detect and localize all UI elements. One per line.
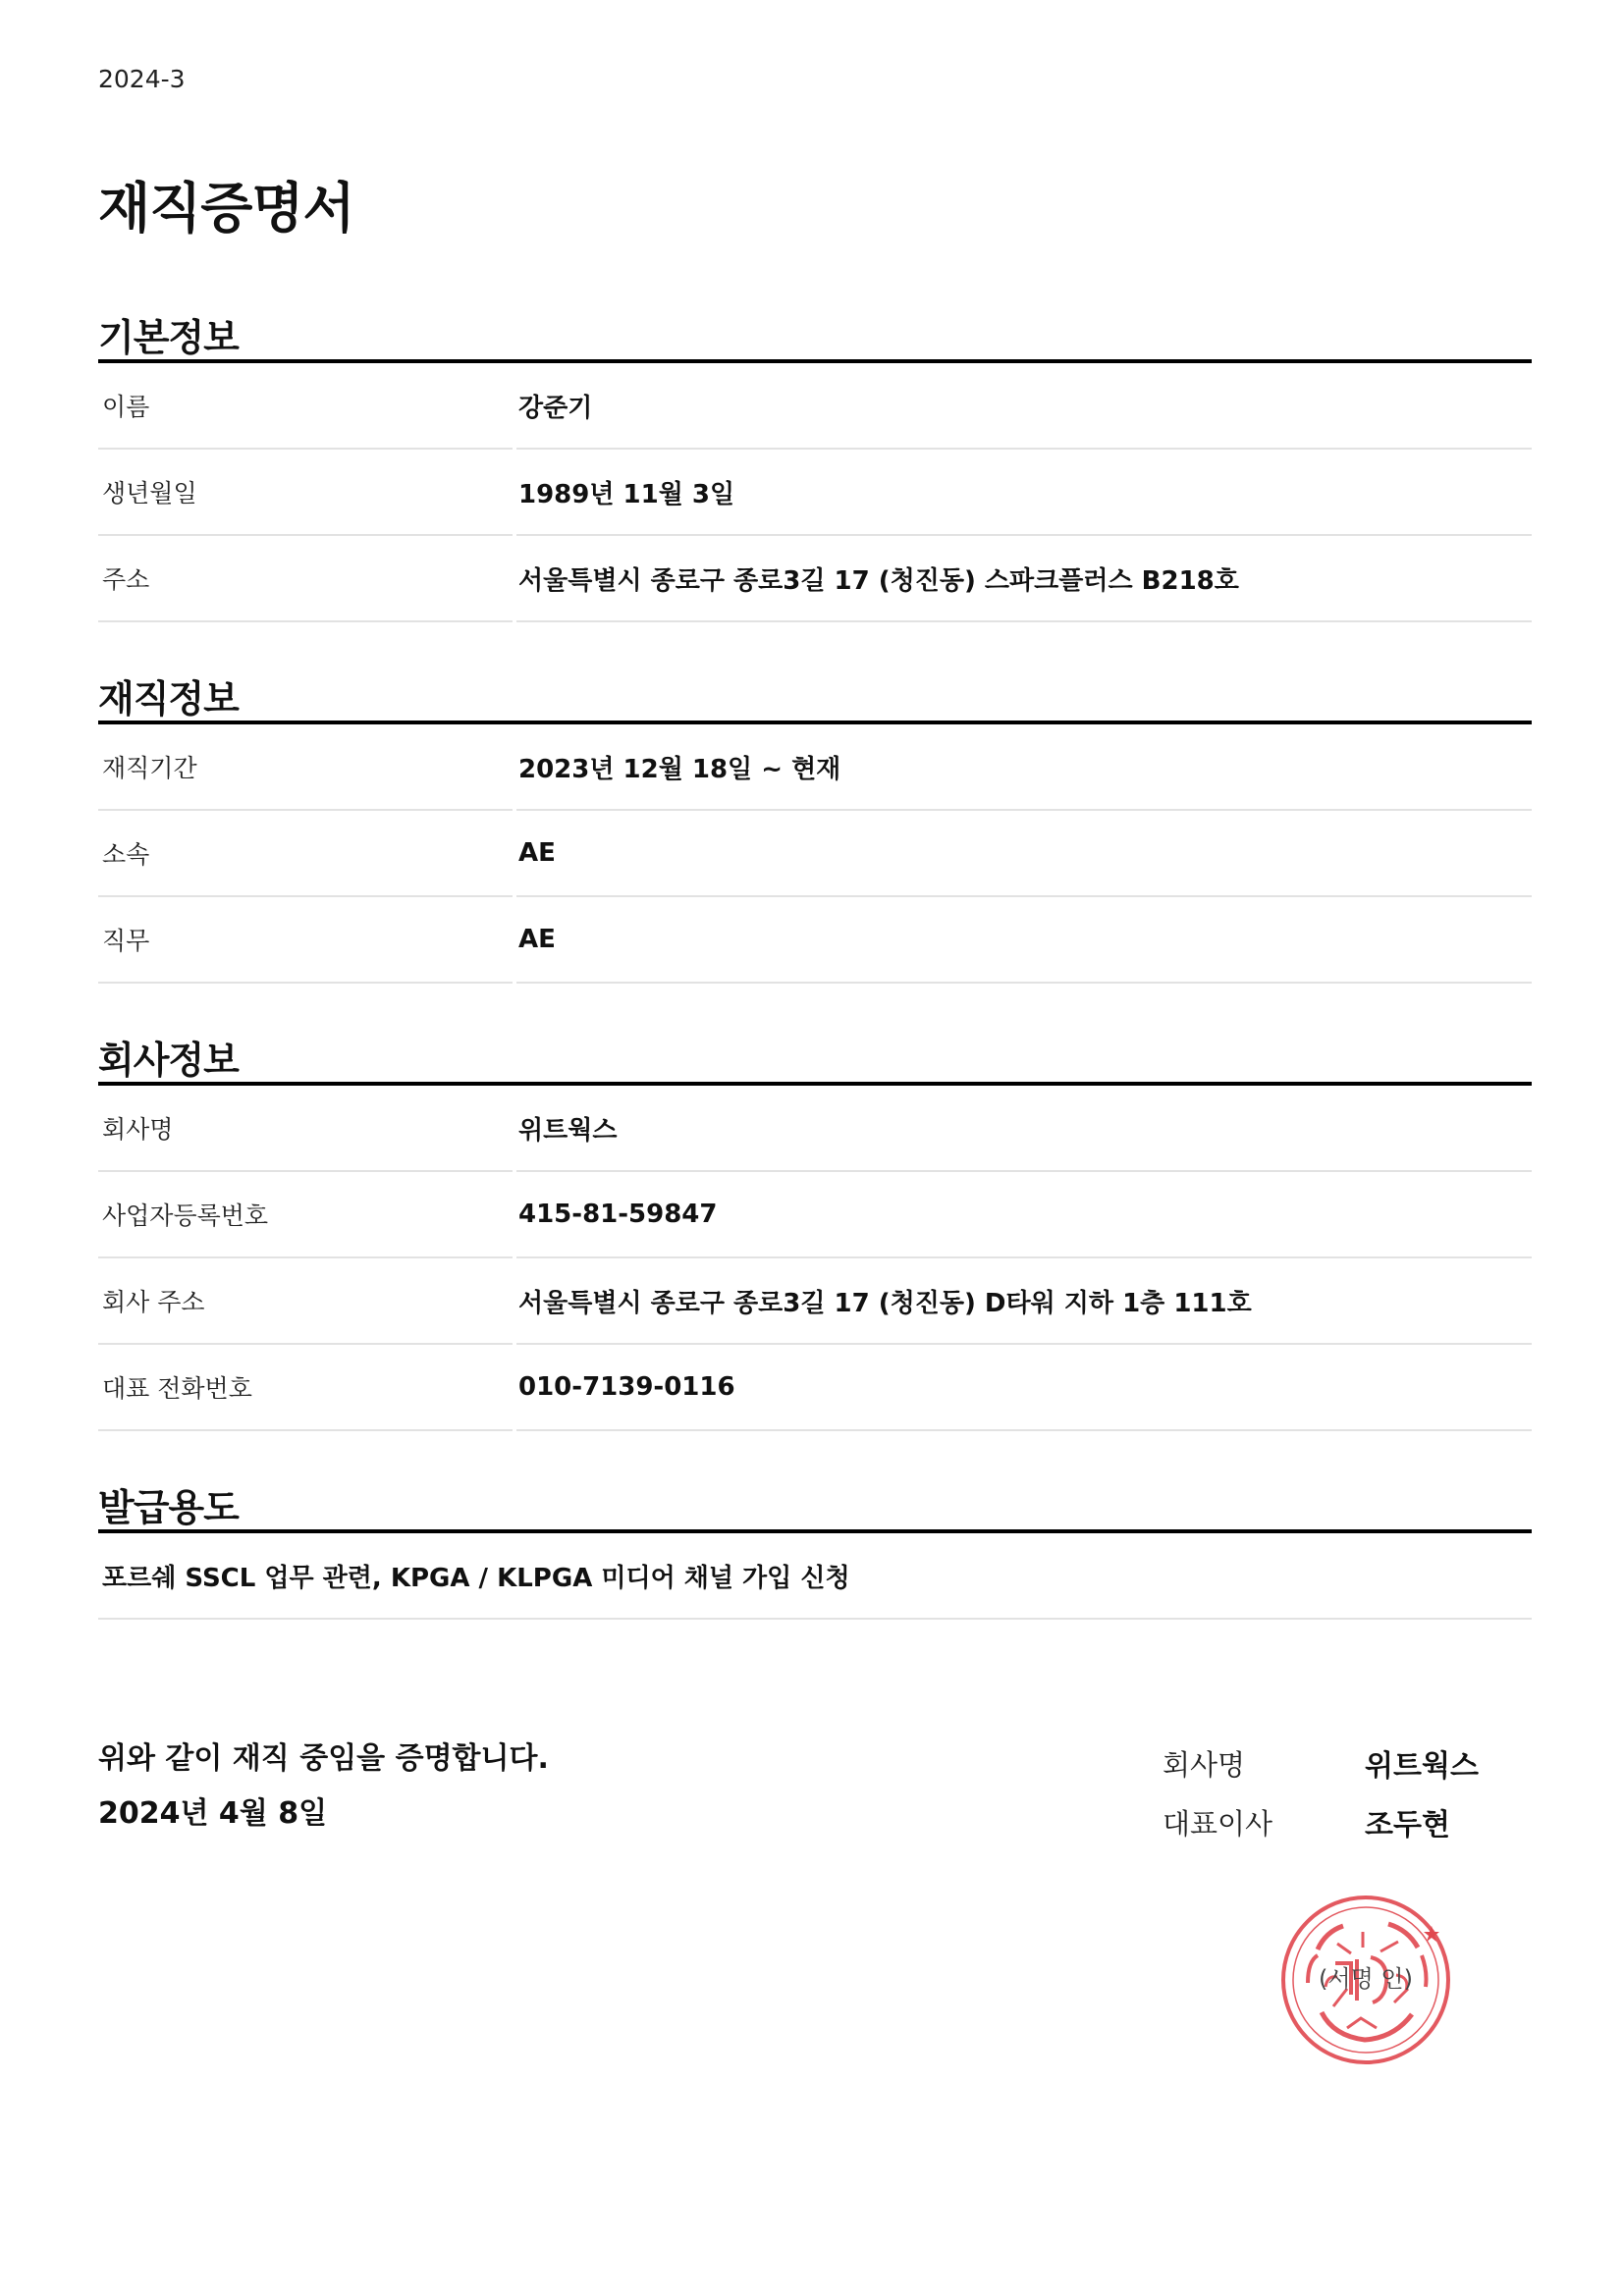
signer-ceo-row [1163,1792,1479,1851]
signer-ceo-label: 대표이사 [1163,1806,1273,1841]
info-row-period [98,724,1532,811]
info-row-company-name [98,1086,1532,1172]
row-value: 서울특별시 종로구 종로3길 17 (청진동) 스파크플러스 B218호 [516,536,1532,622]
seal-overlay-text: (서명 인) [1319,1965,1413,1993]
section-purpose [98,1486,1532,1620]
row-label: 주소 [98,536,513,622]
row-value: 강준기 [516,363,1532,450]
closing-statement: 위와 같이 재직 중임을 증명합니다. [98,1741,549,1776]
company-seal-stamp [1278,1893,1453,2067]
info-row-birthdate [98,450,1532,536]
row-label: 재직기간 [98,724,513,811]
row-value: 위트웍스 [516,1086,1532,1172]
row-label: 이름 [98,363,513,450]
row-value: 415-81-59847 [516,1172,1532,1258]
info-row-business-number [98,1172,1532,1258]
row-label: 직무 [98,897,513,984]
section-title-company-info: 회사정보 [98,1039,1532,1086]
purpose-value: 포르쉐 SSCL 업무 관련, KPGA / KLPGA 미디어 채널 가입 신청 [98,1533,1532,1620]
row-value: AE [516,897,1532,984]
row-value: 010-7139-0116 [516,1345,1532,1431]
signer-company-value: 위트웍스 [1365,1749,1479,1784]
signer-company-label: 회사명 [1163,1747,1246,1782]
row-label: 대표 전화번호 [98,1345,513,1431]
closing-block [98,1732,549,1842]
info-row-company-address [98,1258,1532,1345]
row-value: 서울특별시 종로구 종로3길 17 (청진동) D타워 지하 1층 111호 [516,1258,1532,1345]
row-label: 회사 주소 [98,1258,513,1345]
row-value: 1989년 11월 3일 [516,450,1532,536]
signer-block [1163,1734,1479,1851]
section-company-info [98,1039,1532,1431]
section-title-purpose: 발급용도 [98,1486,1532,1533]
issue-date: 2024년 4월 8일 [98,1796,328,1831]
section-title-basic-info: 기본정보 [98,316,1532,363]
signer-company-row [1163,1734,1479,1792]
row-label: 회사명 [98,1086,513,1172]
document-title: 재직증명서 [98,177,354,240]
row-value: 2023년 12월 18일 ~ 현재 [516,724,1532,811]
section-title-employment-info: 재직정보 [98,677,1532,724]
row-value: AE [516,811,1532,897]
section-basic-info [98,316,1532,622]
row-label: 생년월일 [98,450,513,536]
info-row-department [98,811,1532,897]
row-label: 소속 [98,811,513,897]
signer-ceo-value: 조두현 [1365,1808,1450,1842]
info-row-address [98,536,1532,622]
info-row-name [98,363,1532,450]
info-row-phone [98,1345,1532,1431]
document-number: 2024-3 [98,65,186,93]
info-row-position [98,897,1532,984]
section-employment-info [98,677,1532,984]
row-label: 사업자등록번호 [98,1172,513,1258]
